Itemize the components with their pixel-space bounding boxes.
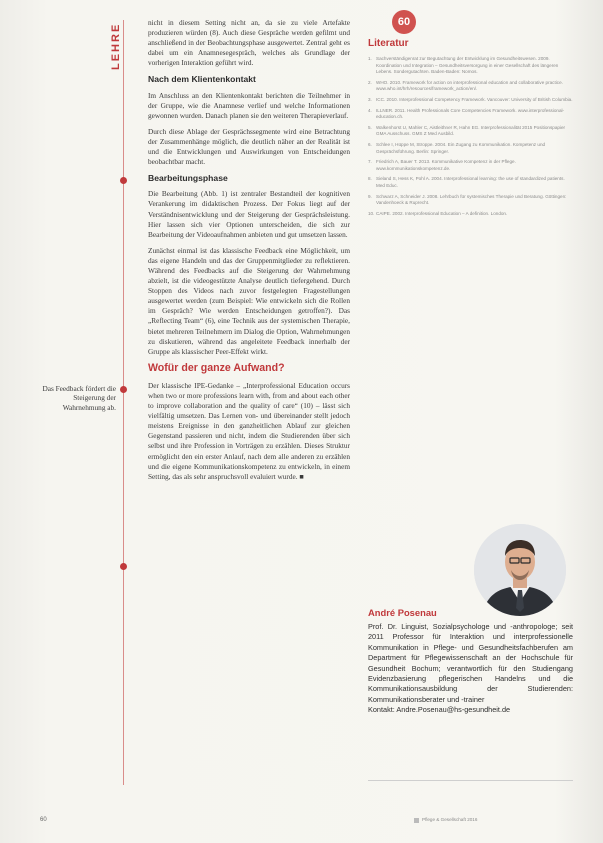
literature-heading: Literatur [368, 38, 409, 49]
paragraph: nicht in diesem Setting nicht an, da sie zu viele Artefakte produzieren würden (8). Auch diese Gespräche werden gefilmt und anschließend in der Beobachtungsphase ausgewertet. Zentral geht es dabei um ein Anamnesegespräch, welches als Grundlage der vorherigen Interaktion geführt wird. [148, 18, 350, 68]
section-label: LEHRE [110, 22, 122, 70]
journal-icon [414, 818, 419, 823]
author-portrait-drawing [474, 524, 566, 616]
section-heading: Wofür der ganze Aufwand? [148, 361, 285, 374]
paragraph: Der klassische IPE-Gedanke – „Interprofessional Education occurs when two or more professions learn with, from and about each other to improve collaboration and the quality of care“ (10) – lässt sich vielfältig umsetzen. Das Lernen von- und übereinander stellt jedoch meistens Ereignisse in den ganzheitlichen Ablauf zur gleichen Gegenstand passieren und nicht, indem die Studierenden über sich selbst und ihre Profession in Vorträgen zu erzählen. Dieses Struktur ermöglicht den ein erster Anlauf, nach dem alle anderen zu erzählen und die eigene Kommunikationskompetenz zu entwickeln, in einem Setting, das als sehr anspruchsvoll evaluiert wurde. ■ [148, 380, 350, 481]
section-rule [123, 20, 124, 785]
author-name: André Posenau [368, 607, 437, 618]
section-dot [120, 563, 127, 570]
literature-item: 2. WHO. 2010. Framework for action on interprofessional education and collaborative practice. www.who.int/hrh/resources/framework_action/en/. [368, 79, 563, 92]
literature-item: 10. CAIPE. 2002. Interprofessional Education – A definition. London. [368, 210, 508, 216]
section-dot [120, 177, 127, 184]
page-number: 60 [40, 817, 47, 823]
author-portrait [474, 524, 566, 616]
paragraph: Im Anschluss an den Klientenkontakt berichten die Teilnehmer in der Gruppe, wie die Anamnese verlief und welche Informationen gewonnen wurden. Danach planen sie den weiteren Therapieverlauf. [148, 90, 350, 120]
footer-rule [368, 780, 573, 781]
section-dot [120, 386, 127, 393]
literature-item: 7. Friedrich A, Bauer T. 2013. Kommunikative Kompetenz in der Pflege. www.kommunikationskompetenz.de. [368, 159, 516, 171]
subheading: Nach dem Klientenkontakt [148, 74, 256, 85]
literature-item: 5. Walkenhorst U, Mahler C, Aistleithner R, Hahn EG. Interprofessionalität 2015 Positionspapier GMA Ausschuss. GMS Z Med Ausbild. [368, 124, 566, 137]
subheading: Bearbeitungsphase [148, 173, 228, 184]
journal-footer: Pflege & Gesellschaft 2016 [422, 817, 478, 822]
author-bio-text: Prof. Dr. Linguist, Sozialpsychologe und -anthropologe; seit 2011 Professor für Interaktion und interprofessionelle Kommunikation in Pflege- und Gesundheitsfachberufen am Department für Pflegewissenschaft an der Hochschule für Gesundheit Bochum; verantwortlich für den Studiengang Evidenzbasierung pflegerischen Handelns und die Kommunikationsausbildung der Studierenden: Kommunikationsberater und -trainer [368, 622, 573, 704]
author-contact: Kontakt: Andre.Posenau@hs-gesundheit.de [368, 705, 511, 715]
paragraph: Die Bearbeitung (Abb. 1) ist zentraler Bestandteil der kognitiven Verankerung im didaktischen Prozess. Der Fokus liegt auf der Verständnisentwicklung und der Steigerung der Gesprächsleistung. Hier lassen sich vier Optionen unterscheiden, die sich zur Bearbeitung der Videoaufnahmen anbieten und gut umsetzen lassen. [148, 189, 350, 239]
literature-item: 3. ICC. 2010. Interprofessional Competency Framework. Vancouver: University of British Columbia. [368, 96, 573, 102]
paragraph: Zunächst einmal ist das klassische Feedback eine Möglichkeit, um das eigene Handeln und das der Gruppenmitglieder zu reflektieren. Während des Feedbacks auf die Steigerung der Wahrnehmung abzielt, ist die videogestützte Analyse deutlich tiefergehend. Durch Stoppen des Videos nach zuvor festgelegten Fragestellungen ausgewertet werden (zum Beispiel: Wie entwickeln sich die Rollen im Gespräch? Wie werden Entscheidungen getroffen?). Das „Reflecting Team“ (6), eine Technik aus der systemischen Therapie, bietet mehreren Teilnehmern im Dialog die Option, Wahrnehmungen zu diskutieren, während das angeleitete Feedback innerhalb der Gruppe als klassischer Peer-Effekt wirkt. [148, 245, 350, 356]
page-badge: 60 [392, 10, 416, 34]
article-column-main [148, 18, 350, 488]
margin-pull-quote: Das Feedback fördert die Steigerung der Wahrnehmung ab. [42, 384, 116, 412]
literature-item: 6. Schlee I, Hüppe M, Stroppe. 2004. Ein Zugang zu Kommunikation. Kompetenz und Gesprächsführung. Berlin: Springer. [368, 141, 546, 154]
paragraph: Durch diese Ablage der Gesprächssegmente wird eine Betrachtung der Zusammenhänge möglich, die deutlich näher an der Realität ist und die Entwicklungen und Auswirkungen von Entscheidungen beobachtbar macht. [148, 126, 350, 167]
literature-item: 4. ILLNER. 2011. Health Professionals Core Competencies Framework. www.interprofessional-education.ch. [368, 107, 565, 120]
literature-item: 1. Sachverständigenrat zur Begutachtung der Entwicklung im Gesundheitswesen. 2009. Koordination und Integration – Gesundheitsversorgung in einer Gesellschaft des längeren Lebens. Sondergutachten. Baden-Baden: Nomos. [368, 56, 559, 75]
author-bio [368, 622, 573, 716]
literature-item: 8. Sieland S, Hess K, Pohl A. 2004. Interprofessional learning: the use of standardized patients. Med Educ. [368, 176, 565, 188]
literature-list [368, 56, 573, 221]
literature-item: 9. Schwarz A, Schneider J. 2008. Lehrbuch für systemisches Therapie und Beratung. Göttingen: Vandenhoeck & Ruprecht. [368, 193, 567, 206]
